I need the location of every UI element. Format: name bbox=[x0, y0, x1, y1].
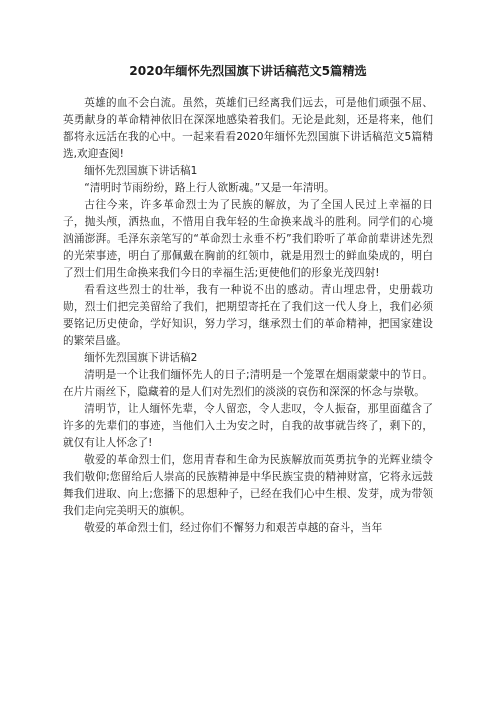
body-paragraph: 看看这些烈士的壮举，我有一种说不出的感动。青山埋忠骨，史册载功勋，烈士们把完美留给了我们，把期望寄托在了我们这一代人身上，我们必须要铭记历史使命，学好知识，努力学习，继承烈士们的革命精神，把国家建设的繁荣昌盛。 bbox=[63, 284, 433, 347]
body-paragraph: 敬爱的革命烈士们，经过你们不懈努力和艰苦卓越的奋斗，当年 bbox=[84, 522, 383, 534]
intro-paragraph: 英雄的血不会白流。虽然，英雄们已经离我们远去，可是他们顽强不屈、英勇献身的革命精神依旧在深深地感染着我们。无论是此刻，还是将来，他们都将永远活在我的心中。一起来看看2020年缅怀先烈国旗下讲话稿范文5篇精选,欢迎查阅! bbox=[63, 97, 433, 160]
speech-1-heading: 缅怀先烈国旗下讲话稿1 bbox=[84, 165, 198, 177]
body-paragraph: 古往今来，许多革命烈士为了民族的解放，为了全国人民过上幸福的日子，抛头颅，洒热血，不惜用自我年轻的生命换来战斗的胜利。同学们的心境汹涌澎湃。毛泽东亲笔写的“革命烈士永垂不朽”我们聆听了革命前辈讲述先烈的光荣事迹，明白了那佩戴在胸前的红领巾，就是用烈士的鲜血染成的，明白了烈士们用生命换来我们今日的幸福生活;更使他们的形象光茂四射! bbox=[63, 199, 433, 279]
body-paragraph: 清明是一个让我们缅怀先人的日子;清明是一个笼罩在烟雨蒙蒙中的节日。在片片雨丝下，隐藏着的是人们对先烈们的淡淡的哀伤和深深的怀念与崇敬。 bbox=[63, 369, 433, 398]
body-paragraph: 敬爱的革命烈士们，您用青春和生命为民族解放而英勇抗争的光辉业绩令我们敬仰;您留给后人崇高的民族精神是中华民族宝贵的精神财富，它将永远鼓舞我们进取、向上;您播下的思想种子，已经在我们心中生根、发芽，成为带领我们走向完美明天的旗帜。 bbox=[63, 454, 433, 517]
document-title: 2020年缅怀先烈国旗下讲话稿范文5篇精选 bbox=[129, 64, 367, 78]
document-body bbox=[63, 95, 433, 537]
body-paragraph: “清明时节雨纷纷，路上行人欲断魂。”又是一年清明。 bbox=[84, 182, 335, 194]
speech-2-heading: 缅怀先烈国旗下讲话稿2 bbox=[84, 352, 198, 364]
body-paragraph: 清明节，让人缅怀先辈，令人留恋，令人悲叹，令人振奋，那里面蕴含了许多的先辈们的事迹，当他们入土为安之时，自我的故事就告终了，剩下的，就仅有让人怀念了! bbox=[63, 403, 433, 449]
